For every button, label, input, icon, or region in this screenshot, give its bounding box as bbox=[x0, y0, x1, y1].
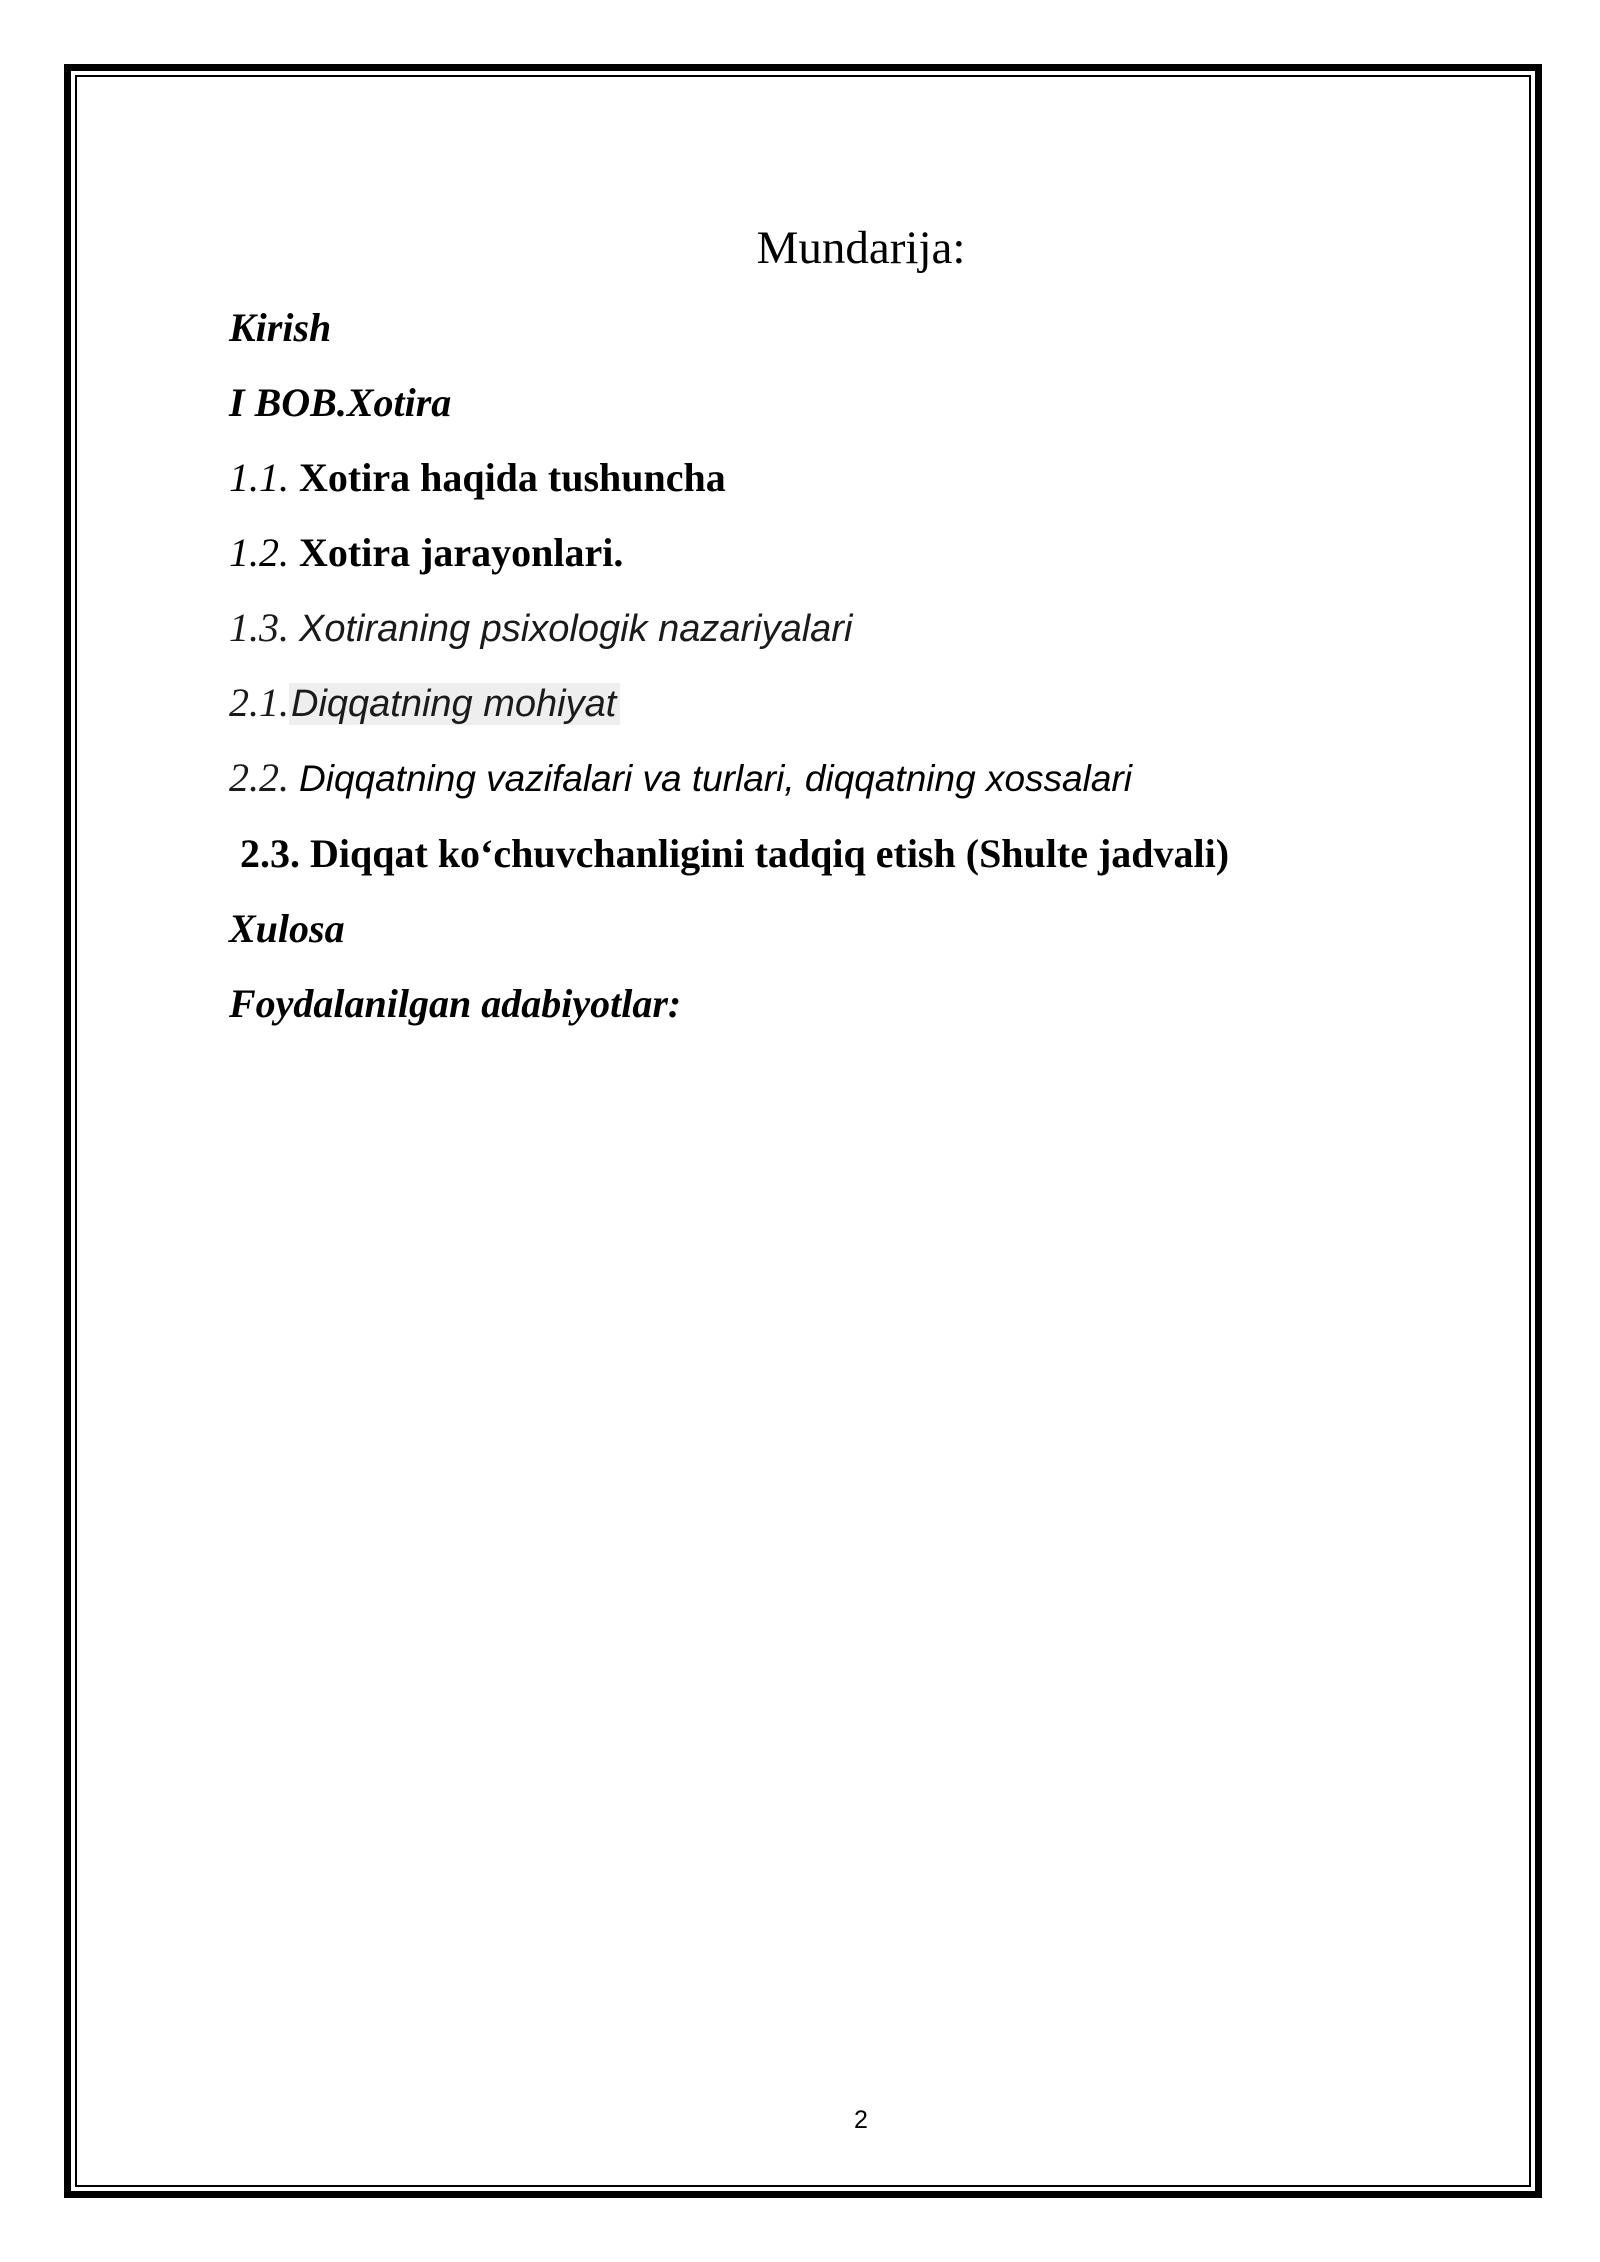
toc-item-xulosa: Xulosa bbox=[229, 906, 345, 951]
page-number: 2 bbox=[854, 2106, 868, 2134]
toc-item-1-3 bbox=[229, 602, 852, 655]
toc-item-chapter-1: I BOB.Xotira bbox=[229, 380, 452, 425]
toc-item-1-3-text: Xotiraning psixologik nazariyalari bbox=[299, 608, 853, 650]
toc-item-1-2-text: Xotira jarayonlari. bbox=[299, 530, 624, 575]
toc-item-2-3: 2.3. Diqqat ko‘chuvchanligini tadqiq etish (Shulte jadvali) bbox=[240, 831, 1230, 876]
page-title: Mundarija: bbox=[756, 222, 966, 274]
toc-item-2-2-text: Diqqatning vazifalari va turlari, diqqatning xossalari bbox=[299, 758, 1132, 799]
toc-item-2-1-text: Diqqatning mohiyat bbox=[289, 683, 620, 725]
toc-item-1-2 bbox=[229, 527, 623, 579]
toc-item-kirish: Kirish bbox=[229, 305, 332, 350]
toc-item-2-1 bbox=[229, 677, 620, 730]
toc-item-1-2-number: 1.2. bbox=[229, 530, 289, 575]
toc-item-2-2-number: 2.2. bbox=[229, 755, 289, 800]
toc-item-1-1-text: Xotira haqida tushuncha bbox=[299, 455, 726, 500]
toc-item-1-1 bbox=[229, 452, 726, 504]
toc-item-1-1-number: 1.1. bbox=[229, 455, 289, 500]
toc-item-2-1-number: 2.1. bbox=[229, 680, 289, 725]
toc-item-1-3-number: 1.3. bbox=[229, 605, 289, 650]
toc-item-2-2 bbox=[229, 752, 1132, 805]
toc-item-adabiyotlar: Foydalanilgan adabiyotlar: bbox=[229, 981, 682, 1026]
